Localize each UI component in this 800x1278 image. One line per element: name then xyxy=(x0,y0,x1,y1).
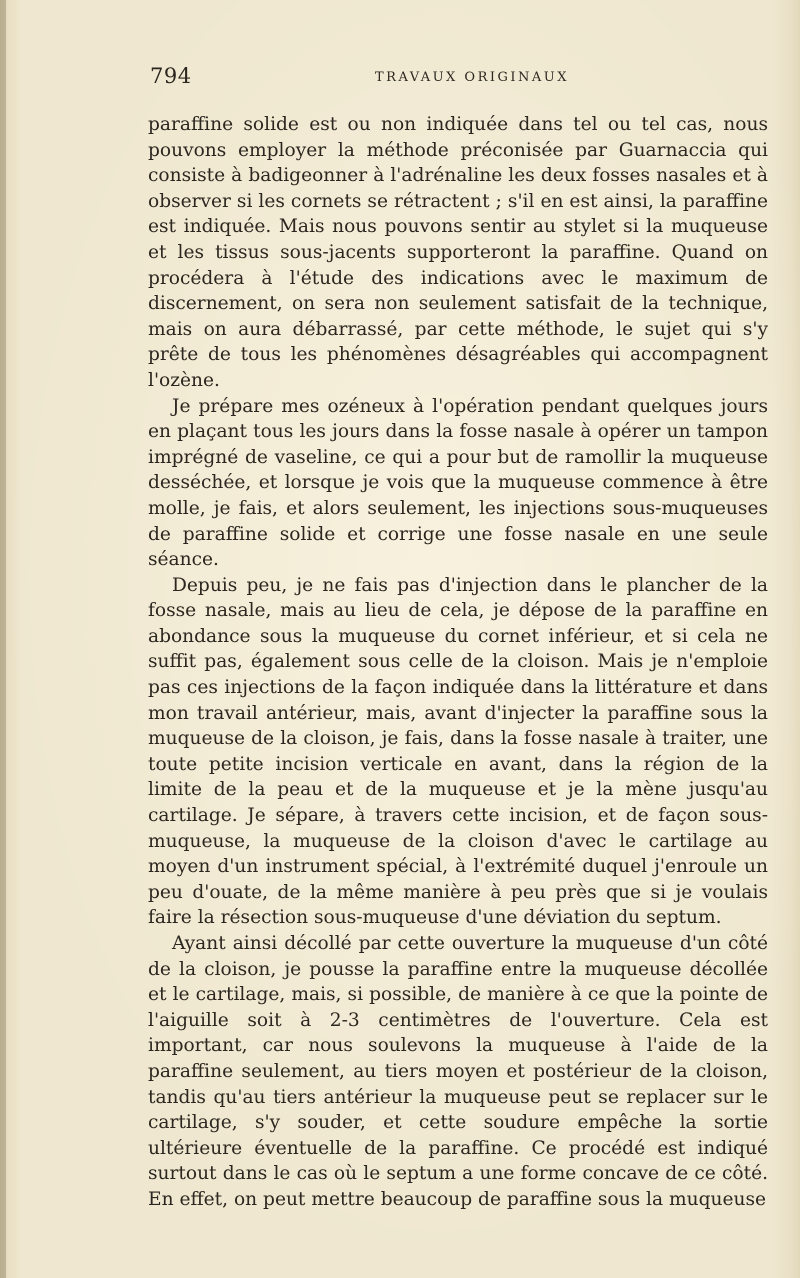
page-header xyxy=(150,64,766,94)
paragraph-preparation: Je prépare mes ozéneux à l'opération pendant quelques jours en plaçant tous les jours dans la fosse nasale à opérer un tampon imprégné de vaseline, ce qui a pour but de ramollir la muqueuse desséchée, et lorsque je vois que la muqueuse commence à être molle, je fais, et alors seulement, les injections sous-muqueuses de paraffine solide et corrige une fosse nasale en une seule séance. xyxy=(148,395,768,571)
running-title: TRAVAUX ORIGINAUX xyxy=(375,70,570,85)
binding-gutter xyxy=(0,0,6,1278)
paragraph-continued: paraffine solide est ou non indiquée dans tel ou tel cas, nous pouvons employer la méthode préconisée par Guarnaccia qui consiste à badigeonner à l'adrénaline les deux fosses nasales et à observer si les cornets se rétractent ; s'il en est ainsi, la paraffine est indiquée. Mais nous pouvons sentir au stylet si la muqueuse et les tissus sous-jacents supporteront la paraffine. Quand on procédera à l'étude des indications avec le maximum de discernement, on sera non seulement satisfait de la technique, mais on aura débarrassé, par cette méthode, le sujet qui s'y prête de tous les phénomènes désagréables qui accompagnent l'ozène. xyxy=(148,114,768,391)
page-number: 794 xyxy=(150,64,192,88)
paragraph-septum: Ayant ainsi décollé par cette ouverture la muqueuse d'un côté de la cloison, je pousse la paraffine entre la muqueuse décollée et le cartilage, mais, si possible, de manière à ce que la pointe de l'aiguille soit à 2-3 centimètres de l'ouverture. Cela est important, car nous soulevons la muqueuse à l'aide de la paraffine seulement, au tiers moyen et postérieur de la cloison, tandis qu'au tiers antérieur la muqueuse peut se replacer sur le cartilage, s'y souder, et cette soudure empêche la sortie ultérieure éventuelle de la paraffine. Ce procédé est indiqué surtout dans le cas où le septum a une forme concave de ce côté. En effet, on peut mettre beaucoup de paraffine sous la muqueuse xyxy=(148,933,768,1210)
paragraph-technique: Depuis peu, je ne fais pas d'injection dans le plancher de la fosse nasale, mais au lieu de cela, je dépose de la paraffine en abondance sous la muqueuse du cornet inférieur, et si cela ne suffit pas, également sous celle de la cloison. Mais je n'emploie pas ces injections de la façon indiquée dans la littérature et dans mon travail antérieur, mais, avant d'injecter la paraffine sous la muqueuse de la cloison, je fais, dans la fosse nasale à traiter, une toute petite incision verticale en avant, dans la région de la limite de la peau et de la muqueuse et je la mène jusqu'au cartilage. Je sépare, à travers cette incision, et de façon sous-muqueuse, la muqueuse de la cloison d'avec le cartilage au moyen d'un instrument spécial, à l'extrémité duquel j'enroule un peu d'ouate, de la même manière à peu près que si je voulais faire la résection sous-muqueuse d'une déviation du septum. xyxy=(148,574,768,929)
body-text xyxy=(148,112,768,1213)
